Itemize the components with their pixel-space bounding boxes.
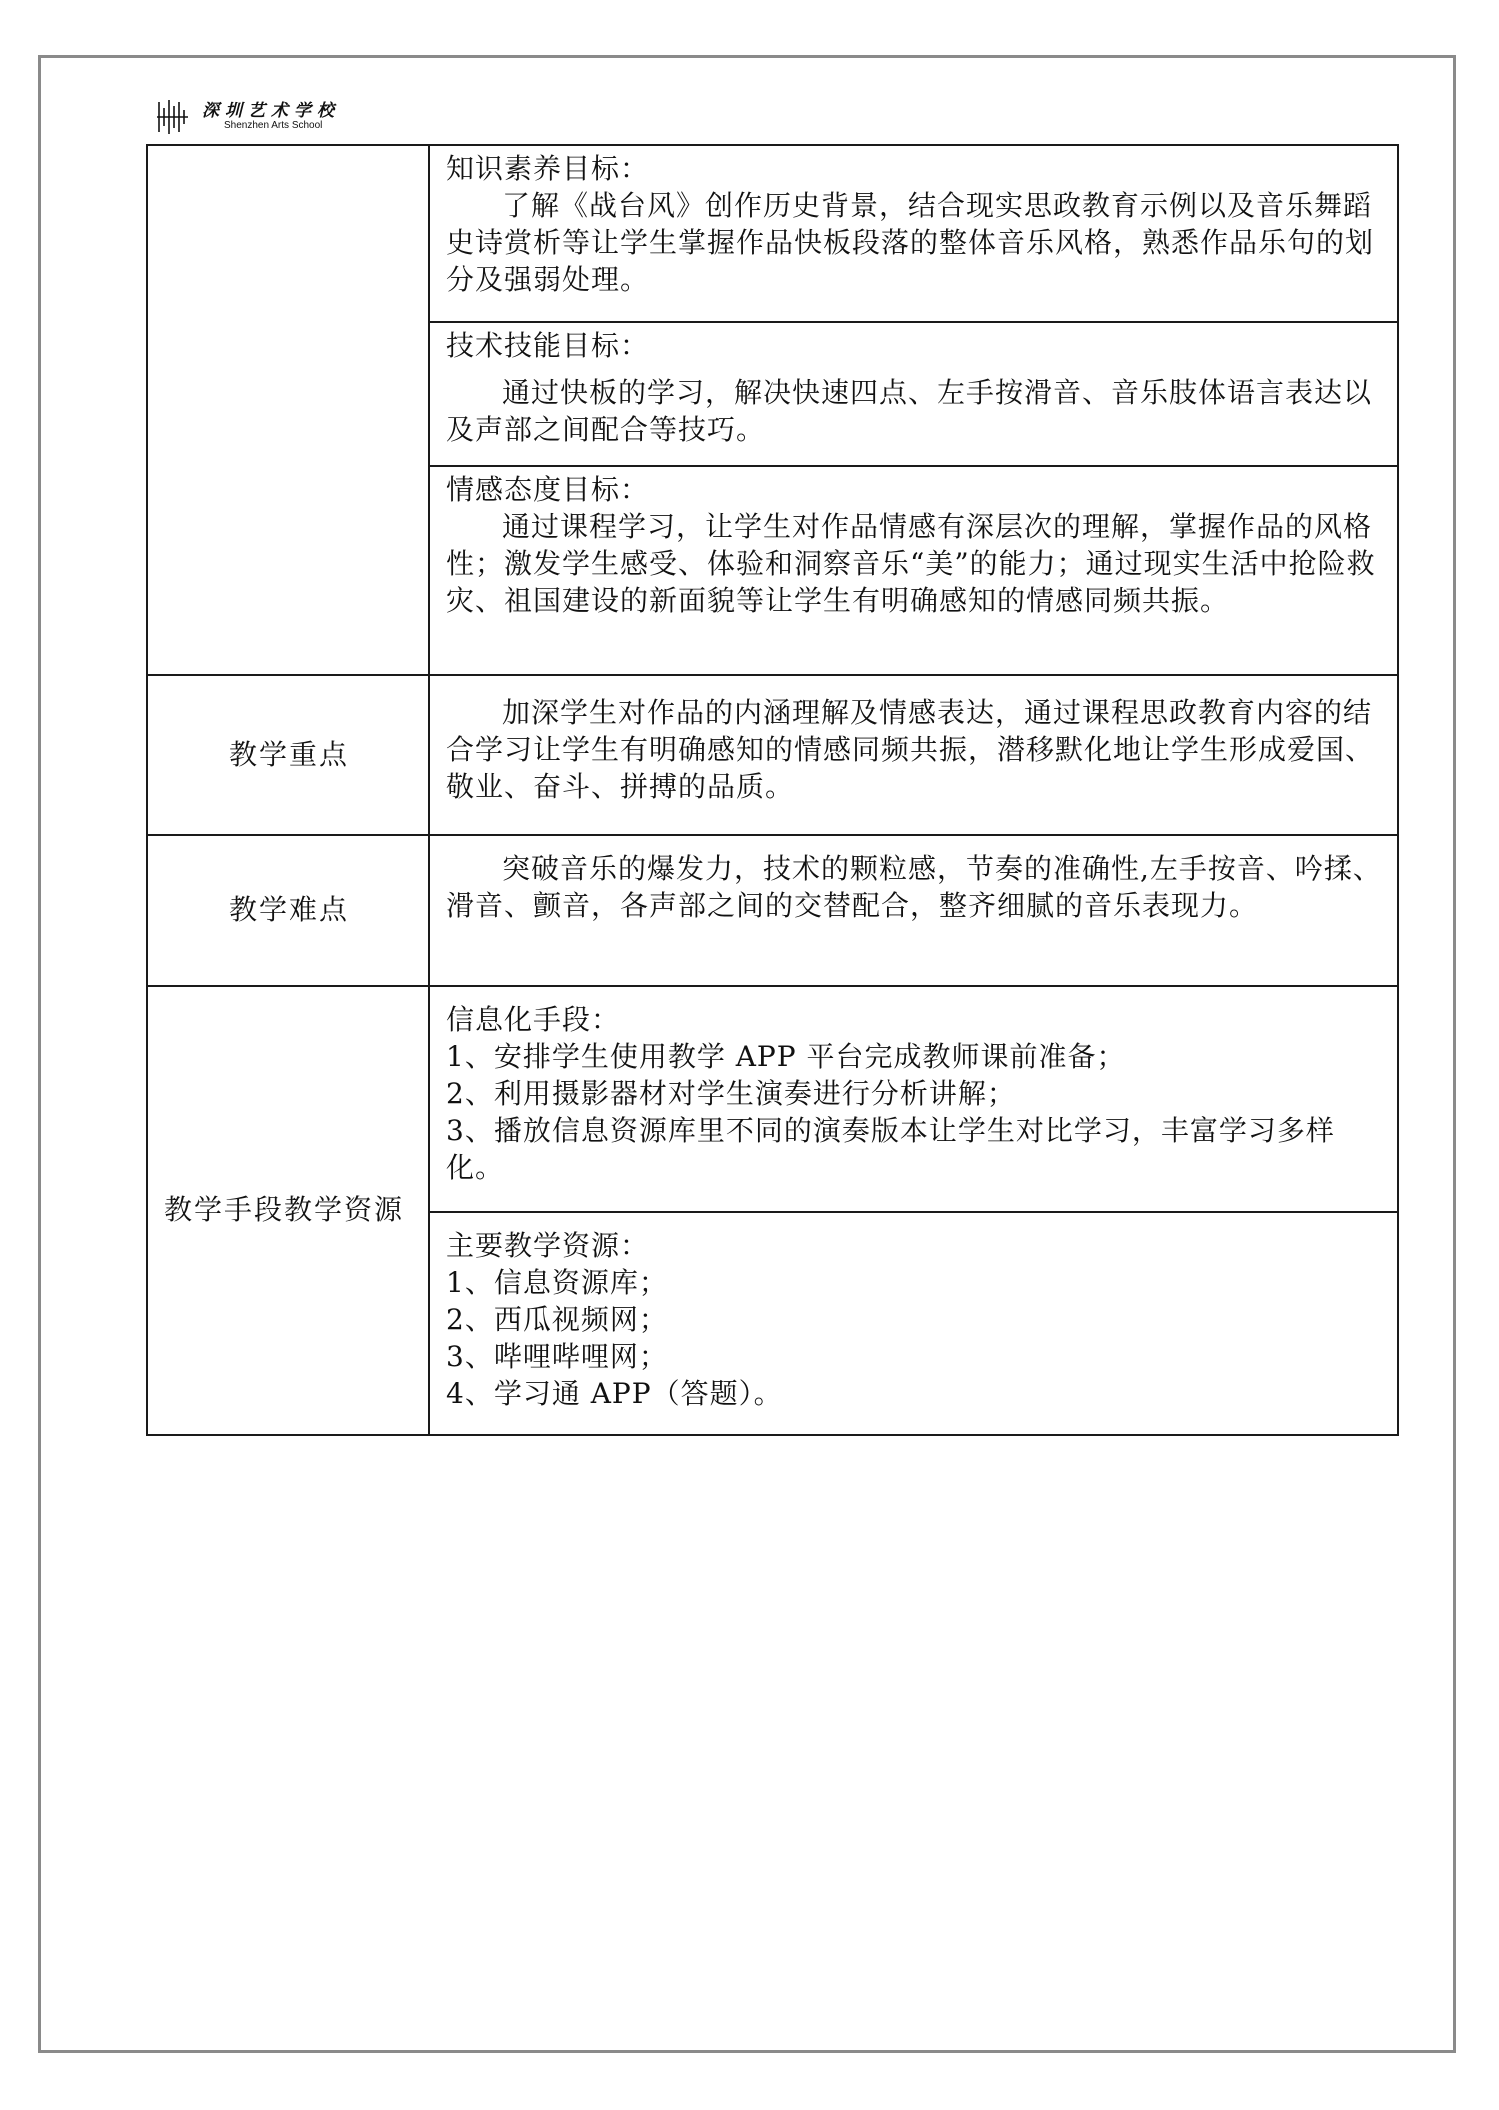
list-item: 3、哔哩哔哩网； (446, 1340, 668, 1373)
logo-mark-icon (156, 98, 190, 136)
lesson-plan-table (146, 144, 1399, 1436)
knowledge-objective-cell (429, 145, 1398, 322)
list-item: 1、信息资源库； (446, 1266, 668, 1299)
table-row (147, 835, 1398, 986)
table-row (147, 986, 1398, 1212)
emotion-objective-title: 情感态度目标： (446, 473, 650, 506)
difficulties-text: 突破音乐的爆发力，技术的颗粒感，节奏的准确性,左手按音、吟揉、滑音、颤音，各声部之间的交替配合，整齐细腻的音乐表现力。 (446, 852, 1382, 922)
emotion-objective-text: 通过课程学习，让学生对作品情感有深层次的理解，掌握作品的风格性；激发学生感受、体验和洞察音乐“美”的能力；通过现实生活中抢险救灾、祖国建设的新面貌等让学生有明确感知的情感同频共振。 (446, 510, 1376, 617)
difficulties-label: 教学难点 (147, 835, 429, 986)
main-resources-title: 主要教学资源： (446, 1229, 650, 1262)
table-row (147, 145, 1398, 322)
info-means-cell (429, 986, 1398, 1212)
key-points-text: 加深学生对作品的内涵理解及情感表达，通过课程思政教育内容的结合学习让学生有明确感知的情感同频共振，潜移默化地让学生形成爱国、敬业、奋斗、拼搏的品质。 (446, 696, 1375, 803)
objectives-label-cell (147, 145, 429, 675)
info-means-title: 信息化手段： (446, 1003, 621, 1036)
list-item: 4、学习通 APP（答题）。 (446, 1377, 783, 1410)
knowledge-objective-text: 了解《战台风》创作历史背景，结合现实思政教育示例以及音乐舞蹈史诗赏析等让学生掌握作品快板段落的整体音乐风格，熟悉作品乐句的划分及强弱处理。 (446, 189, 1375, 296)
list-item: 3、播放信息资源库里不同的演奏版本让学生对比学习，丰富学习多样化。 (446, 1114, 1335, 1184)
table-row (147, 675, 1398, 835)
school-logo (156, 96, 376, 138)
emotion-objective-cell (429, 466, 1398, 675)
list-item: 1、安排学生使用教学 APP 平台完成教师课前准备； (446, 1040, 1126, 1073)
logo-english-name: Shenzhen Arts School (224, 120, 323, 131)
skill-objective-title: 技术技能目标： (446, 329, 650, 362)
key-points-label: 教学重点 (147, 675, 429, 835)
main-resources-cell (429, 1212, 1398, 1435)
list-item: 2、利用摄影器材对学生演奏进行分析讲解； (446, 1077, 1016, 1110)
difficulties-cell (429, 835, 1398, 986)
resources-label: 教学手段教学资源 (147, 986, 429, 1435)
skill-objective-cell (429, 322, 1398, 466)
knowledge-objective-title: 知识素养目标： (446, 152, 650, 185)
skill-objective-text: 通过快板的学习，解决快速四点、左手按滑音、音乐肢体语言表达以及声部之间配合等技巧。 (446, 376, 1373, 446)
key-points-cell (429, 675, 1398, 835)
list-item: 2、西瓜视频网； (446, 1303, 668, 1336)
logo-chinese-name: 深圳艺术学校 (202, 101, 340, 121)
